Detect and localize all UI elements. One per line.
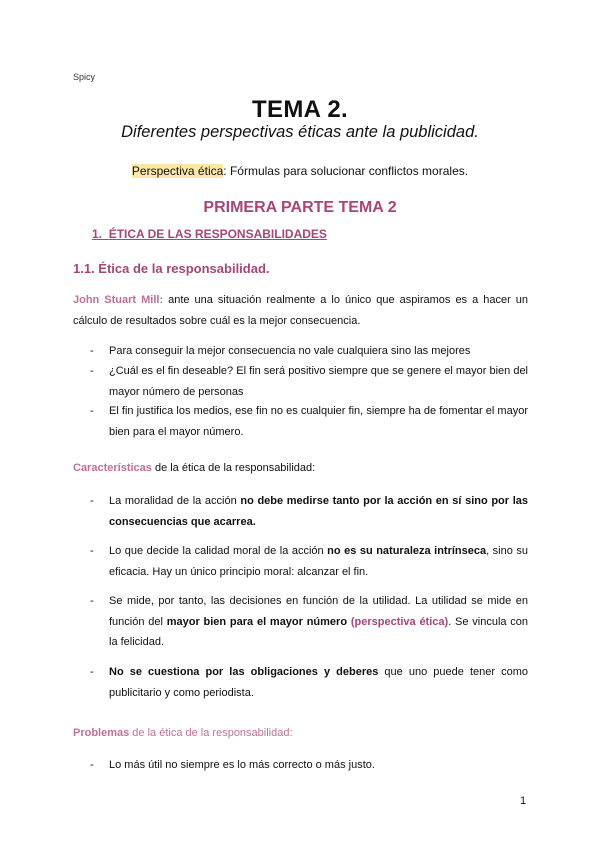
section-title: ÉTICA DE LAS RESPONSABILIDADES [108,227,327,241]
list-item [91,361,528,402]
list-item-text: ¿Cuál es el fin deseable? El fin será positivo siempre que se genere el mayor bien del mayor número de personas [109,365,528,398]
section-number: 1. [92,227,103,241]
bullet-dash: - [90,365,94,377]
bullet-dash: - [90,495,94,507]
list-item-text: La moralidad de la acción no debe medirse tanto por la acción en sí sino por las consecuencias que acarrea. [109,495,528,528]
bullet-dash: - [90,666,94,678]
subsection-heading: 1.1. Ética de la responsabilidad. [73,261,270,276]
problems-rest: de la ética de la responsabilidad: [129,727,293,739]
section-heading [92,227,327,241]
page-number: 1 [520,795,527,807]
bullet-dash: - [90,545,94,557]
mill-paragraph [73,290,528,331]
brand-label: Spicy [73,72,96,82]
part-heading: PRIMERA PARTE TEMA 2 [203,199,397,216]
list-item [91,341,528,362]
problems-label: Problemas [73,727,130,739]
page-title: TEMA 2. [252,96,348,123]
list-item [91,541,528,582]
characteristics-heading [73,462,315,474]
mill-name: John Stuart Mill: [73,294,164,306]
list-item-text: Lo que decide la calidad moral de la acción no es su naturaleza intrínseca, sino su eficacia. Hay un único principio moral: alcanzar el fin. [109,545,528,578]
list-item-text: El fin justifica los medios, ese fin no es cualquier fin, siempre ha de fomentar el mayor bien para el mayor número. [109,405,528,438]
list-item [91,401,528,442]
perspective-separator: : [223,164,227,178]
characteristics-label: Características [73,462,152,474]
list-item [91,591,528,653]
perspective-text: Fórmulas para solucionar conflictos morales. [226,164,469,178]
bullet-dash: - [90,405,94,417]
bullet-dash: - [90,345,94,357]
bullet-dash: - [90,595,94,607]
list-item [91,755,528,776]
list-item-text: No se cuestiona por las obligaciones y deberes que uno puede tener como publicitario y como periodista. [109,666,528,699]
page-subtitle: Diferentes perspectivas éticas ante la publicidad. [121,123,479,141]
characteristics-rest: de la ética de la responsabilidad: [151,462,316,474]
list-item-text: Para conseguir la mejor consecuencia no vale cualquiera sino las mejores [109,345,471,357]
problems-heading [73,727,293,739]
list-item-text: Lo más útil no siempre es lo más correcto o más justo. [109,759,375,771]
list-item [91,662,528,703]
list-item-text: Se mide, por tanto, las decisiones en función de la utilidad. La utilidad se mide en función del mayor bien para el mayor número (perspectiva ética). Se vincula con la felicidad. [109,595,529,648]
perspective-term-highlight: Perspectiva ética [131,164,224,178]
mill-text: ante una situación realmente a lo único que aspiramos es a hacer un cálculo de resultados sobre cuál es la mejor consecuencia. [73,294,528,327]
bullet-dash: - [90,759,94,771]
perspective-definition [0,164,600,178]
list-item [91,491,528,532]
